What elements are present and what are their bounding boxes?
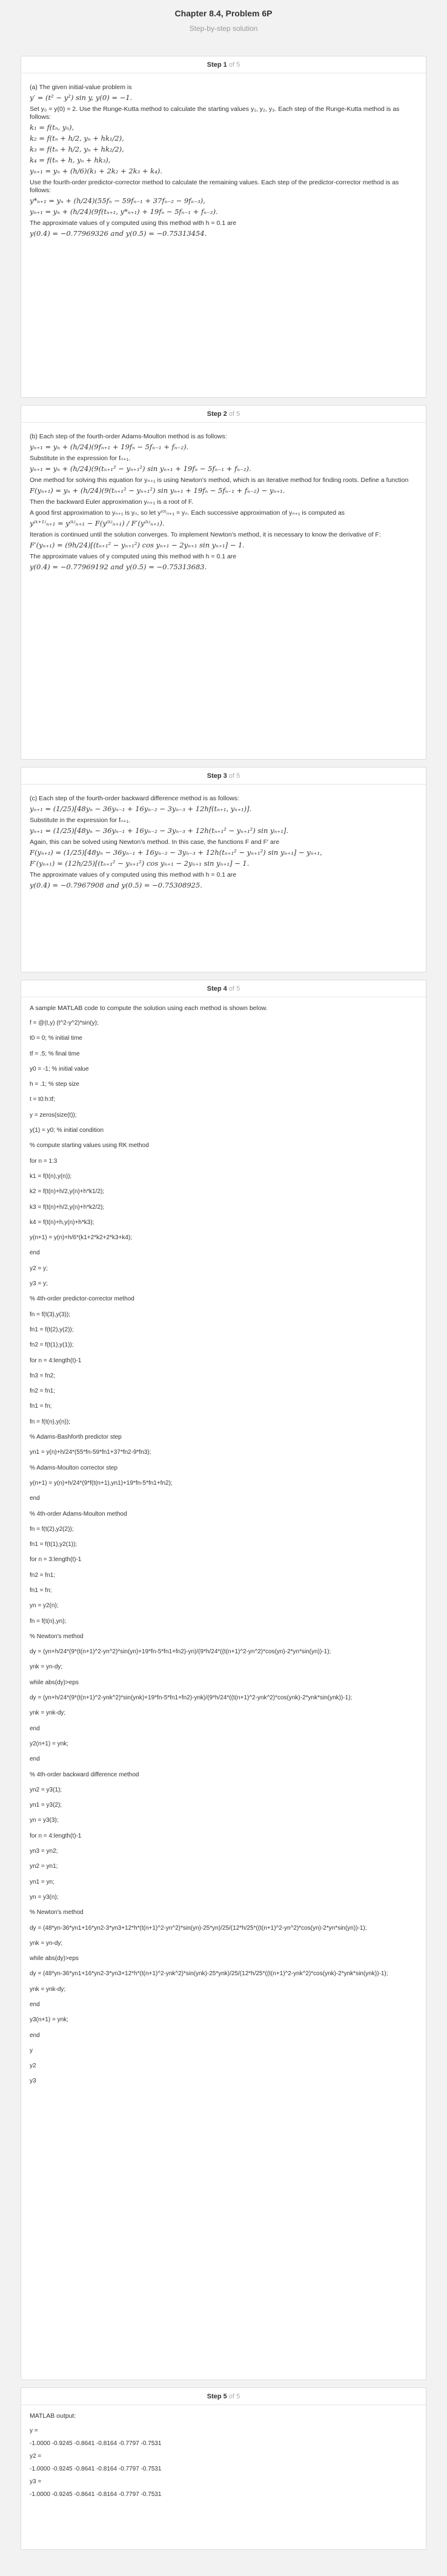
code-line: % compute starting values using RK method (30, 1142, 149, 1149)
step-card-1 (21, 56, 426, 398)
code-line: end (30, 1250, 40, 1257)
code-line: y3(n+1) = ynk; (30, 2016, 68, 2024)
step-number: 1 (223, 61, 227, 69)
code-line: ynk = yn-dy; (30, 1939, 63, 1947)
paragraph-text: The approximate values of y computed using this method with h = 0.1 are (30, 219, 237, 227)
code-line: tf = .5; % final time (30, 1050, 80, 1057)
code-line: fn2 = fn1; (30, 1388, 55, 1395)
code-line: y0 = -1; % initial value (30, 1065, 89, 1072)
paragraph-text: (b) Each step of the fourth-order Adams-Moulton method is as follows: (30, 433, 227, 440)
code-line: fn1 = f(t(2),y(2)); (30, 1326, 74, 1333)
code-line: y2(n+1) = ynk; (30, 1740, 68, 1747)
step-number: 3 (223, 772, 227, 780)
code-line: yn1 = y(n)+h/24*(55*fn-59*fn1+37*fn2-9*fn3); (30, 1449, 151, 1456)
code-line: fn1 = fn; (30, 1403, 52, 1410)
math-equation: yₙ₊₁ = (1/25)[48yₙ − 36yₙ₋₁ + 16yₙ₋₂ − 3yₙ₋₃ + 12hf(tₙ₊₁, yₙ₊₁)]. (30, 805, 252, 813)
code-line: yn1 = y3(2); (30, 1802, 62, 1809)
code-line: y(n+1) = y(n)+h/24*(9*f(t(n+1),yn1)+19*fn-5*fn1+fn2); (30, 1479, 173, 1487)
step-label: Step (207, 61, 222, 69)
code-line: dy = (48*yn-36*yn1+16*yn2-3*yn3+12*h*(t(n+1)^2-yn^2)*sin(yn)-25*yn)/25/(12*h/25*((t(n+1)^2-yn^2)*cos(yn)-2*yn*sin(yn))-1); (30, 1924, 367, 1932)
step-card-2 (21, 405, 426, 760)
step-card-5 (21, 2387, 426, 2550)
code-line: dy = (yn+h/24*(9*(t(n+1)^2-ynk^2)*sin(ynk)+19*fn-5*fn1+fn2)-ynk)/(9*h/24*((t(n+1)^2-ynk^2)*cos(ynk)-2*ynk*sin(ynk))-1); (30, 1694, 353, 1702)
step-label: Step (207, 410, 222, 418)
math-equation: yₙ₊₁ = yₙ + (h/24)(9fₙ₊₁ + 19fₙ − 5fₙ₋₁ + fₙ₋₂). (30, 443, 189, 451)
step-label: Step (207, 985, 222, 992)
page-header (21, 0, 426, 56)
code-line: for n = 4:length(t)-1 (30, 1832, 82, 1839)
code-line: fn = f(t(3),y(3)); (30, 1311, 70, 1318)
step-number: 4 (223, 985, 227, 992)
code-line: y2 (30, 2062, 36, 2070)
code-line: fn = f(t(n),y(n)); (30, 1418, 70, 1425)
paragraph-text: (c) Each step of the fourth-order backward difference method is as follows: (30, 795, 239, 802)
step-body (21, 2405, 426, 2498)
code-line: yn2 = y3(1); (30, 1786, 62, 1793)
code-line: yn = y3(3); (30, 1817, 59, 1824)
code-line: y3 (30, 2078, 36, 2085)
step-header (21, 56, 426, 73)
step-header (21, 2388, 426, 2405)
paragraph-text: A good first approximation to yₙ₊₁ is yₙ, so let y⁽⁰⁾ₙ₊₁ = yₙ. Each successive approximation of yₙ₊₁ is computed as (30, 509, 345, 517)
math-equation: k₃ = f(tₙ + h/2, yₙ + hk₂/2), (30, 145, 124, 153)
code-line: fn1 = fn; (30, 1587, 52, 1594)
code-line: y3 = y; (30, 1280, 48, 1288)
math-equation: F′(yₙ₊₁) = (12h/25)[(tₙ₊₁² − yₙ₊₁²) cos yₙ₊₁ − 2yₙ₊₁ sin yₙ₊₁] − 1. (30, 859, 250, 868)
step-label: Step (207, 2393, 222, 2400)
paragraph-text: One method for solving this equation for yₙ₊₁ is using Newton’s method, which is an iterative method for finding roots. Define a function (30, 477, 409, 484)
math-equation: y(0.4) = −0.77969192 and y(0.5) = −0.75313683. (30, 563, 207, 571)
math-equation: y′ = (t² − y²) sin y, y(0) = −1. (30, 93, 133, 102)
code-line: end (30, 2032, 40, 2039)
paragraph-text: (a) The given initial-value problem is (30, 84, 132, 91)
math-equation: k₄ = f(tₙ + h, yₙ + hk₃), (30, 156, 111, 164)
code-line: % 4th-order Adams-Moulton method (30, 1510, 127, 1517)
step-intro-text: A sample MATLAB code to compute the solution using each method is shown below. (30, 1005, 268, 1012)
code-line: end (30, 1725, 40, 1732)
page-title: Chapter 8.4, Problem 6P (174, 8, 273, 18)
step-body (21, 997, 426, 2085)
paragraph-text: Again, this can be solved using Newton’s method. In this case, the functions F and F′ are (30, 838, 280, 846)
paragraph-text: Iteration is continued until the solution converges. To implement Newton’s method, it is necessary to know the derivative of F: (30, 531, 381, 538)
code-line: fn = f(t(2),y2(2)); (30, 1525, 74, 1533)
code-line: yn2 = yn1; (30, 1863, 58, 1870)
paragraph-text: Substitute in the expression for fₙ₊₁. (30, 817, 131, 824)
code-line: y (30, 2047, 33, 2054)
code-line: % Newton's method (30, 1909, 84, 1916)
code-line: k1 = f(t(n),y(n)); (30, 1173, 72, 1180)
step-body (21, 785, 426, 890)
code-line: ynk = ynk-dy; (30, 1710, 66, 1717)
code-line: % Adams-Bashforth predictor step (30, 1434, 122, 1441)
code-line: dy = (yn+h/24*(9*(t(n+1)^2-yn^2)*sin(yn)+19*fn-5*fn1+fn2)-yn)/(9*h/24*((t(n+1)^2-yn^2)*cos(yn)-2*yn*sin(yn))-1); (30, 1648, 331, 1656)
code-line: % 4th-order predictor-corrector method (30, 1296, 134, 1303)
code-line: -1.0000 -0.9245 -0.8641 -0.8164 -0.7797 -0.7531 (30, 2440, 162, 2447)
code-line: yn1 = yn; (30, 1878, 55, 1885)
step-number: 2 (223, 410, 227, 418)
paragraph-text: Then the backward Euler approximation yₙ₊₁ is a root of F. (30, 498, 194, 506)
math-equation: y⁽ᵏ⁺¹⁾ₙ₊₁ = y⁽ᵏ⁾ₙ₊₁ − F(y⁽ᵏ⁾ₙ₊₁) / F′(y⁽ᵏ⁾ₙ₊₁). (30, 519, 165, 527)
code-line: yn3 = yn2; (30, 1848, 58, 1855)
math-equation: k₁ = f(tₙ, yₙ), (30, 123, 74, 132)
step-body (21, 423, 426, 572)
step-total: of 5 (228, 985, 240, 992)
step-total: of 5 (228, 410, 240, 418)
math-equation: F(yₙ₊₁) = (1/25)[48yₙ − 36yₙ₋₁ + 16yₙ₋₂ − 3yₙ₋₃ + 12h(tₙ₊₁² − yₙ₊₁²) sin yₙ₊₁] − yₙ₊₁, (30, 848, 322, 857)
code-line: fn = f(t(n),yn); (30, 1618, 67, 1625)
steps-container (21, 56, 426, 2550)
step-label: Step (207, 772, 222, 780)
code-line: ynk = yn-dy; (30, 1664, 63, 1671)
code-line: y(n+1) = y(n)+h/6*(k1+2*k2+2*k3+k4); (30, 1234, 132, 1242)
paragraph-text: Substitute in the expression for fₙ₊₁. (30, 455, 131, 462)
code-line: while abs(dy)>eps (30, 1955, 79, 1962)
step-card-3 (21, 767, 426, 972)
code-line: for n = 3:length(t)-1 (30, 1556, 82, 1564)
code-line: % Newton's method (30, 1633, 84, 1640)
code-line: y = zeros(size(t)); (30, 1111, 77, 1119)
math-equation: y(0.4) = −0.7967908 and y(0.5) = −0.75308925. (30, 881, 202, 889)
step-total: of 5 (228, 61, 240, 69)
math-equation: yₙ₊₁ = yₙ + (h/6)(k₁ + 2k₂ + 2k₃ + k₄). (30, 167, 162, 175)
math-equation: k₂ = f(tₙ + h/2, yₙ + hk₁/2), (30, 134, 124, 142)
code-line: y2 = y; (30, 1265, 48, 1272)
step-header (21, 768, 426, 785)
code-line: y3 = (30, 2478, 42, 2485)
paragraph-text: The approximate values of y computed using this method with h = 0.1 are (30, 553, 237, 560)
paragraph-text: The approximate values of y computed using this method with h = 0.1 are (30, 871, 237, 878)
code-line: y = (30, 2427, 38, 2434)
math-equation: y*ₙ₊₁ = yₙ + (h/24)(55fₙ − 59fₙ₋₁ + 37fₙ₋₂ − 9fₙ₋₃), (30, 196, 205, 205)
code-line: y(1) = y0; % initial condition (30, 1127, 104, 1134)
matlab-code (30, 1020, 417, 2085)
matlab-output (30, 2427, 417, 2498)
code-line: end (30, 1495, 40, 1502)
page-subtitle: Step-by-step solution (189, 24, 258, 33)
code-line: k4 = f(t(n)+h,y(n)+h*k3); (30, 1219, 94, 1226)
code-line: while abs(dy)>eps (30, 1679, 79, 1686)
code-line: f = @(t,y) (t^2-y^2)*sin(y); (30, 1020, 99, 1026)
code-line: fn3 = fn2; (30, 1372, 55, 1379)
code-line: -1.0000 -0.9245 -0.8641 -0.8164 -0.7797 -0.7531 (30, 2491, 162, 2498)
code-line: t0 = 0; % initial time (30, 1035, 82, 1042)
code-line: fn2 = f(t(1),y(1)); (30, 1342, 74, 1349)
code-line: yn = y3(n); (30, 1893, 59, 1901)
math-equation: yₙ₊₁ = (1/25)[48yₙ − 36yₙ₋₁ + 16yₙ₋₂ − 3yₙ₋₃ + 12h(tₙ₊₁² − yₙ₊₁²) sin yₙ₊₁]. (30, 826, 288, 835)
code-line: yn = y2(n); (30, 1602, 59, 1610)
code-line: dy = (48*yn-36*yn1+16*yn2-3*yn3+12*h*(t(n+1)^2-ynk^2)*sin(ynk)-25*ynk)/25/(12*h/25*((t(n+1)^2-ynk^2)*cos(ynk)-2*ynk*sin(ynk))-1); (30, 1970, 388, 1978)
step-card-4 (21, 980, 426, 2380)
step-header (21, 406, 426, 423)
math-equation: yₙ₊₁ = yₙ + (h/24)(9f(tₙ₊₁, y*ₙ₊₁) + 19fₙ − 5fₙ₋₁ + fₙ₋₂). (30, 207, 218, 216)
paragraph-text: Use the fourth-order predictor-corrector method to calculate the remaining values. Each step of the predictor-corrector method is as follows: (30, 179, 399, 194)
code-line: y2 = (30, 2453, 42, 2460)
code-line: t = t0:h:tf; (30, 1096, 55, 1103)
code-line: end (30, 2001, 40, 2008)
code-line: fn2 = fn1; (30, 1571, 55, 1579)
code-line: -1.0000 -0.9245 -0.8641 -0.8164 -0.7797 -0.7531 (30, 2466, 162, 2472)
step-header (21, 980, 426, 997)
math-equation: yₙ₊₁ = yₙ + (h/24)(9(tₙ₊₁² − yₙ₊₁²) sin yₙ₊₁ + 19fₙ − 5fₙ₋₁ + fₙ₋₂). (30, 464, 251, 473)
math-equation: y(0.4) = −0.77969326 and y(0.5) = −0.75313454. (30, 229, 207, 238)
math-equation: F′(yₙ₊₁) = (9h/24)[(tₙ₊₁² − yₙ₊₁²) cos yₙ₊₁ − 2yₙ₊₁ sin yₙ₊₁] − 1. (30, 541, 245, 549)
code-line: % Adams-Moulton corrector step (30, 1464, 118, 1471)
code-line: for n = 1:3 (30, 1157, 58, 1165)
code-line: h = .1; % step size (30, 1081, 79, 1088)
code-line: % 4th-order backward difference method (30, 1771, 139, 1778)
step-number: 5 (223, 2393, 227, 2400)
code-line: k3 = f(t(n)+h/2,y(n)+h*k2/2); (30, 1203, 105, 1211)
math-equation: F(yₙ₊₁) = yₙ + (h/24)(9(tₙ₊₁² − yₙ₊₁²) sin yₙ₊₁ + 19fₙ − 5fₙ₋₁ + fₙ₋₂) − yₙ₊₁. (30, 486, 285, 495)
step-intro-text: MATLAB output: (30, 2412, 76, 2420)
paragraph-text: Set y₀ = y(0) = 2. Use the Runge-Kutta method to calculate the starting values y₁, y₂, y₃. Each step of the Runge-Kutta method is as follows: (30, 105, 400, 121)
code-line: k2 = f(t(n)+h/2,y(n)+h*k1/2); (30, 1188, 105, 1196)
code-line: fn1 = f(t(1),y2(1)); (30, 1541, 78, 1548)
code-line: ynk = ynk-dy; (30, 1986, 66, 1993)
code-line: for n = 4:length(t)-1 (30, 1357, 82, 1364)
step-total: of 5 (228, 772, 240, 780)
step-total: of 5 (228, 2393, 240, 2400)
step-body (21, 73, 426, 238)
code-line: end (30, 1756, 40, 1763)
